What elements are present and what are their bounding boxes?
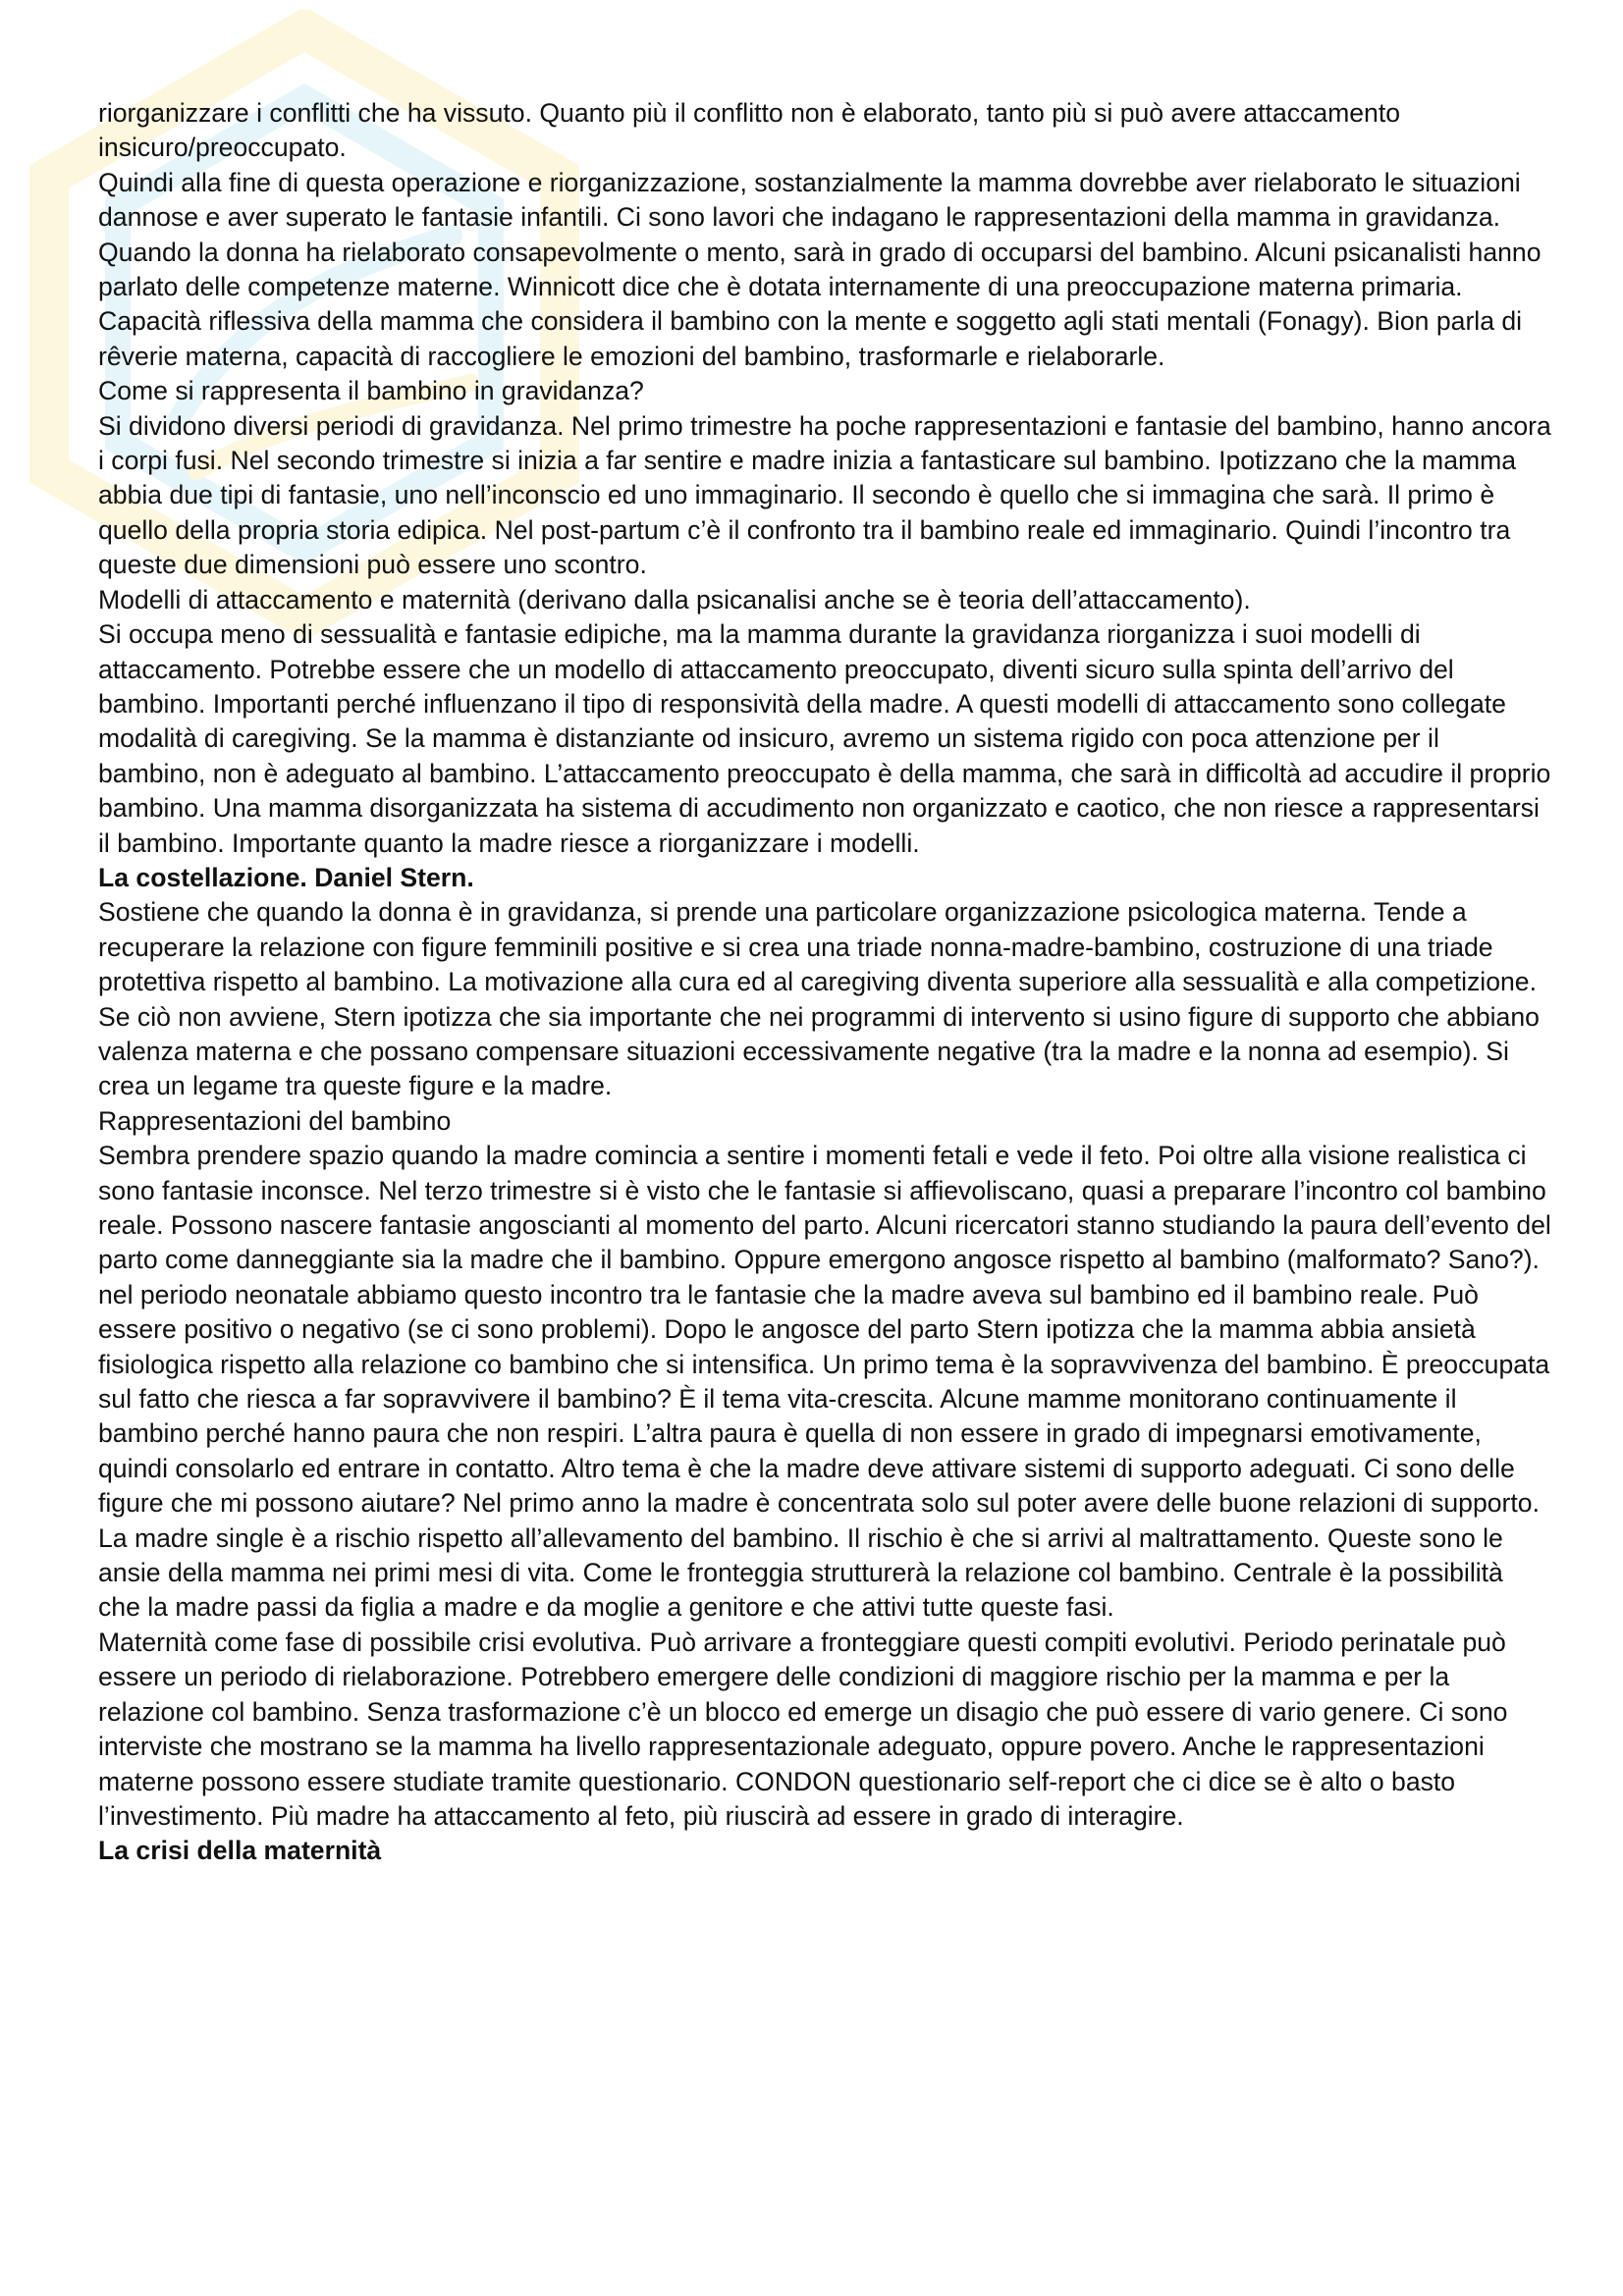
- paragraph: Rappresentazioni del bambino: [98, 1105, 452, 1136]
- paragraph: Sembra prendere spazio quando la madre comincia a sentire i momenti fetali e vede il feto. Poi oltre alla visione realistica ci sono fantasie inconsce. Nel terzo trimestre si è visto che le fantasie si affievoliscano, quasi a preparare l’incontro col bambino reale. Possono nascere fantasie angoscianti al momento del parto. Alcuni ricercatori stanno studiando la paura dell’evento del parto come danneggiante sia la madre che il bambino. Oppure emergono angosce rispetto al bambino (malformato? Sano?). nel periodo neonatale abbiamo questo incontro tra le fantasie che la madre aveva sul bambino ed il bambino reale. Può essere positivo o negativo (se ci sono problemi). Dopo le angosce del parto Stern ipotizza che la mamma abbia ansietà fisiologica rispetto alla relazione co bambino che si intensifica. Un primo tema è la sopravvivenza del bambino. È preoccupata sul fatto che riesca a far sopravvivere il bambino? È il tema vita-crescita. Alcune mamme monitorano continuamente il bambino perché hanno paura che non respiri. L’altra paura è quella di non essere in grado di impegnarsi emotivamente, quindi consolarlo ed entrare in contatto. Altro tema è che la madre deve attivare sistemi di supporto adeguati. Ci sono delle figure che mi possono aiutare? Nel primo anno la madre è concentrata solo sul poter avere delle buone relazioni di supporto. La madre single è a rischio rispetto all’allevamento del bambino. Il rischio è che si arrivi al maltrattamento. Queste sono le ansie della mamma nei primi mesi di vita. Come le fronteggia strutturerà la relazione col bambino. Centrale è la possibilità che la madre passi da figlia a madre e da moglie a genitore e che attivi tutte queste fasi.: [98, 1141, 1551, 1623]
- paragraph: Si dividono diversi periodi di gravidanza. Nel primo trimestre ha poche rappresentazioni e fantasie del bambino, hanno ancora i corpi fusi. Nel secondo trimestre si inizia a far sentire e madre inizia a fantasticare sul bambino. Ipotizzano che la mamma abbia due tipi di fantasie, uno nell’inconscio ed uno immaginario. Il secondo è quello che si immagina che sarà. Il primo è quello della propria storia edipica. Nel post-partum c’è il confronto tra il bambino reale ed immaginario. Quindi l’incontro tra queste due dimensioni può essere uno scontro.: [98, 410, 1551, 580]
- paragraph: Si occupa meno di sessualità e fantasie edipiche, ma la mamma durante la gravidanza riorganizza i suoi modelli di attaccamento. Potrebbe essere che un modello di attaccamento preoccupato, diventi sicuro sulla spinta dell’arrivo del bambino. Importanti perché influenzano il tipo di responsività della madre. A questi modelli di attaccamento sono collegate modalità di caregiving. Se la mamma è distanziante od insicuro, avremo un sistema rigido con poca attenzione per il bambino, non è adeguato al bambino. L’attaccamento preoccupato è della mamma, che sarà in difficoltà ad accudire il proprio bambino. Una mamma disorganizzata ha sistema di accudimento non organizzato e caotico, che non riesce a rappresentarsi il bambino. Importante quanto la madre riesce a riorganizzare i modelli.: [98, 619, 1551, 858]
- section-heading: La costellazione. Daniel Stern.: [98, 862, 474, 892]
- paragraph: riorganizzare i conflitti che ha vissuto. Quanto più il conflitto non è elaborato, tanto più si può avere attaccamento insicuro/preoccupato.: [98, 98, 1401, 163]
- paragraph: Maternità come fase di possibile crisi evolutiva. Può arrivare a fronteggiare questi compiti evolutivi. Periodo perinatale può essere un periodo di rielaborazione. Potrebbero emergere delle condizioni di maggiore rischio per la mamma e per la relazione col bambino. Senza trasformazione c’è un blocco ed emerge un disagio che può essere di vario genere. Ci sono interviste che mostrano se la mamma ha livello rappresentazionale adeguato, oppure povero. Anche le rappresentazioni materne possono essere studiate tramite questionario. CONDON questionario self-report che ci dice se è alto o basto l’investimento. Più madre ha attaccamento al feto, più riuscirà ad essere in grado di interagire.: [98, 1627, 1508, 1831]
- section-heading: La crisi della maternità: [98, 1836, 382, 1866]
- paragraph: Sostiene che quando la donna è in gravidanza, si prende una particolare organizzazione psicologica materna. Tende a recuperare la relazione con figure femminili positive e si crea una triade nonna-madre-bambino, costruzione di una triade protettiva rispetto al bambino. La motivazione alla cura ed al caregiving diventa superiore alla sessualità e alla competizione. Se ciò non avviene, Stern ipotizza che sia importante che nei programmi di intervento si usino figure di supporto che abbiano valenza materna e che possano compensare situazioni eccessivamente negative (tra la madre e la nonna ad esempio). Si crea un legame tra queste figure e la madre.: [98, 897, 1540, 1101]
- document-body: [98, 96, 1551, 1869]
- paragraph: Modelli di attaccamento e maternità (derivano dalla psicanalisi anche se è teoria dell’attaccamento).: [98, 584, 1251, 614]
- paragraph: Quindi alla fine di questa operazione e riorganizzazione, sostanzialmente la mamma dovrebbe aver rielaborato le situazioni dannose e aver superato le fantasie infantili. Ci sono lavori che indagano le rappresentazioni della mamma in gravidanza. Quando la donna ha rielaborato consapevolmente o mento, sarà in grado di occuparsi del bambino. Alcuni psicanalisti hanno parlato delle competenze materne. Winnicott dice che è dotata internamente di una preoccupazione materna primaria. Capacità riflessiva della mamma che considera il bambino con la mente e soggetto agli stati mentali (Fonagy). Bion parla di rêverie materna, capacità di raccogliere le emozioni del bambino, trasformarle e rielaborarle.: [98, 167, 1542, 371]
- paragraph: Come si rappresenta il bambino in gravidanza?: [98, 376, 644, 406]
